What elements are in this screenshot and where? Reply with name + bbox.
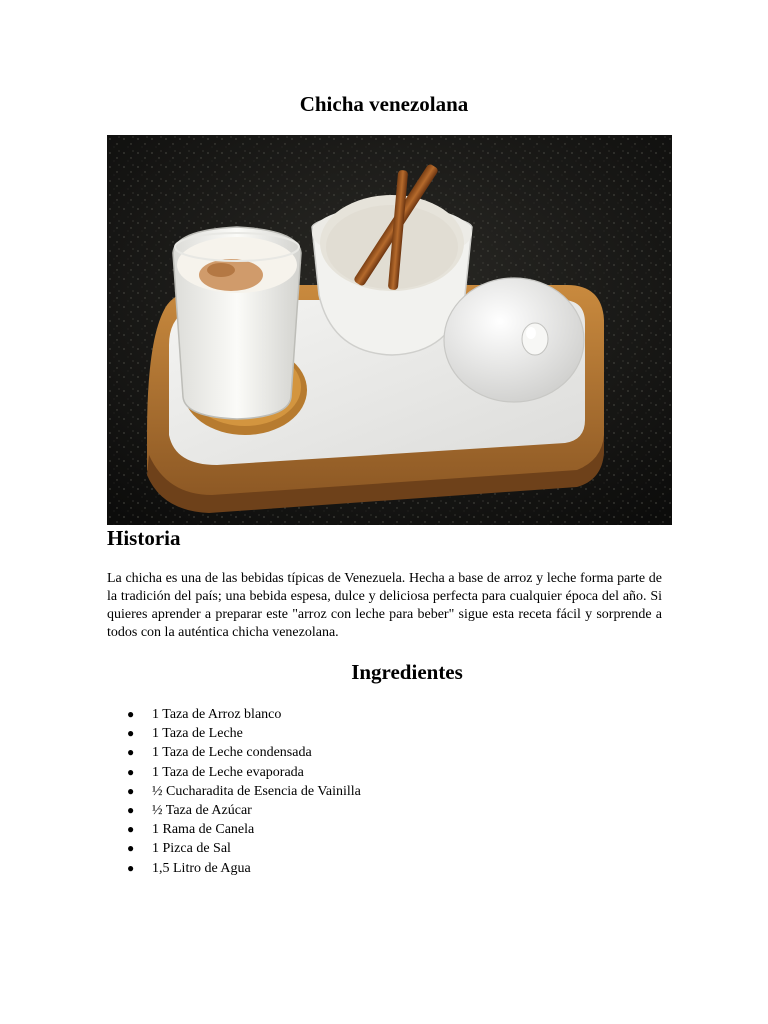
historia-paragraph: La chicha es una de las bebidas típicas de Venezuela. Hecha a base de arroz y leche forma parte de la tradición del país; una bebida espesa, dulce y deliciosa perfecta para cualquier época del año. Si quieres aprender a preparar este "arroz con leche para beber" sigue esta receta fácil y sorprende a todos con la auténtica chicha venezolana. (107, 571, 662, 640)
bullet-icon: ● (127, 726, 135, 741)
ingredient-text: 1,5 Litro de Agua (152, 860, 251, 876)
bullet-icon: ● (127, 841, 135, 856)
list-item (127, 782, 361, 801)
historia-heading: Historia (107, 526, 181, 550)
ingredient-text: 1 Taza de Arroz blanco (152, 707, 282, 722)
ingredient-list (127, 705, 361, 878)
ingredient-text: 1 Pizca de Sal (152, 841, 231, 857)
bullet-icon: ● (127, 802, 135, 817)
bullet-icon: ● (127, 707, 135, 721)
list-item (127, 820, 361, 839)
list-item (127, 763, 361, 782)
list-item (127, 859, 361, 878)
ingredient-text: 1 Taza de Leche condensada (152, 745, 312, 761)
ingredientes-heading: Ingredientes (351, 660, 463, 684)
page-title: Chicha venezolana (299, 92, 469, 116)
recipe-photo (107, 135, 672, 525)
ingredient-text: ½ Cucharadita de Esencia de Vainilla (152, 783, 361, 799)
ingredient-text: 1 Taza de Leche (152, 726, 243, 742)
bullet-icon: ● (127, 745, 135, 760)
list-item (127, 839, 361, 858)
list-item (127, 705, 361, 724)
ingredient-text: ½ Taza de Azúcar (152, 802, 252, 818)
list-item (127, 743, 361, 762)
bullet-icon: ● (127, 783, 135, 798)
list-item (127, 801, 361, 820)
bullet-icon: ● (127, 822, 135, 837)
recipe-photo-illustration (107, 135, 672, 525)
bullet-icon: ● (127, 764, 135, 779)
ingredient-text: 1 Rama de Canela (152, 822, 255, 838)
list-item (127, 724, 361, 743)
ingredient-text: 1 Taza de Leche evaporada (152, 764, 304, 780)
bullet-icon: ● (127, 860, 135, 875)
